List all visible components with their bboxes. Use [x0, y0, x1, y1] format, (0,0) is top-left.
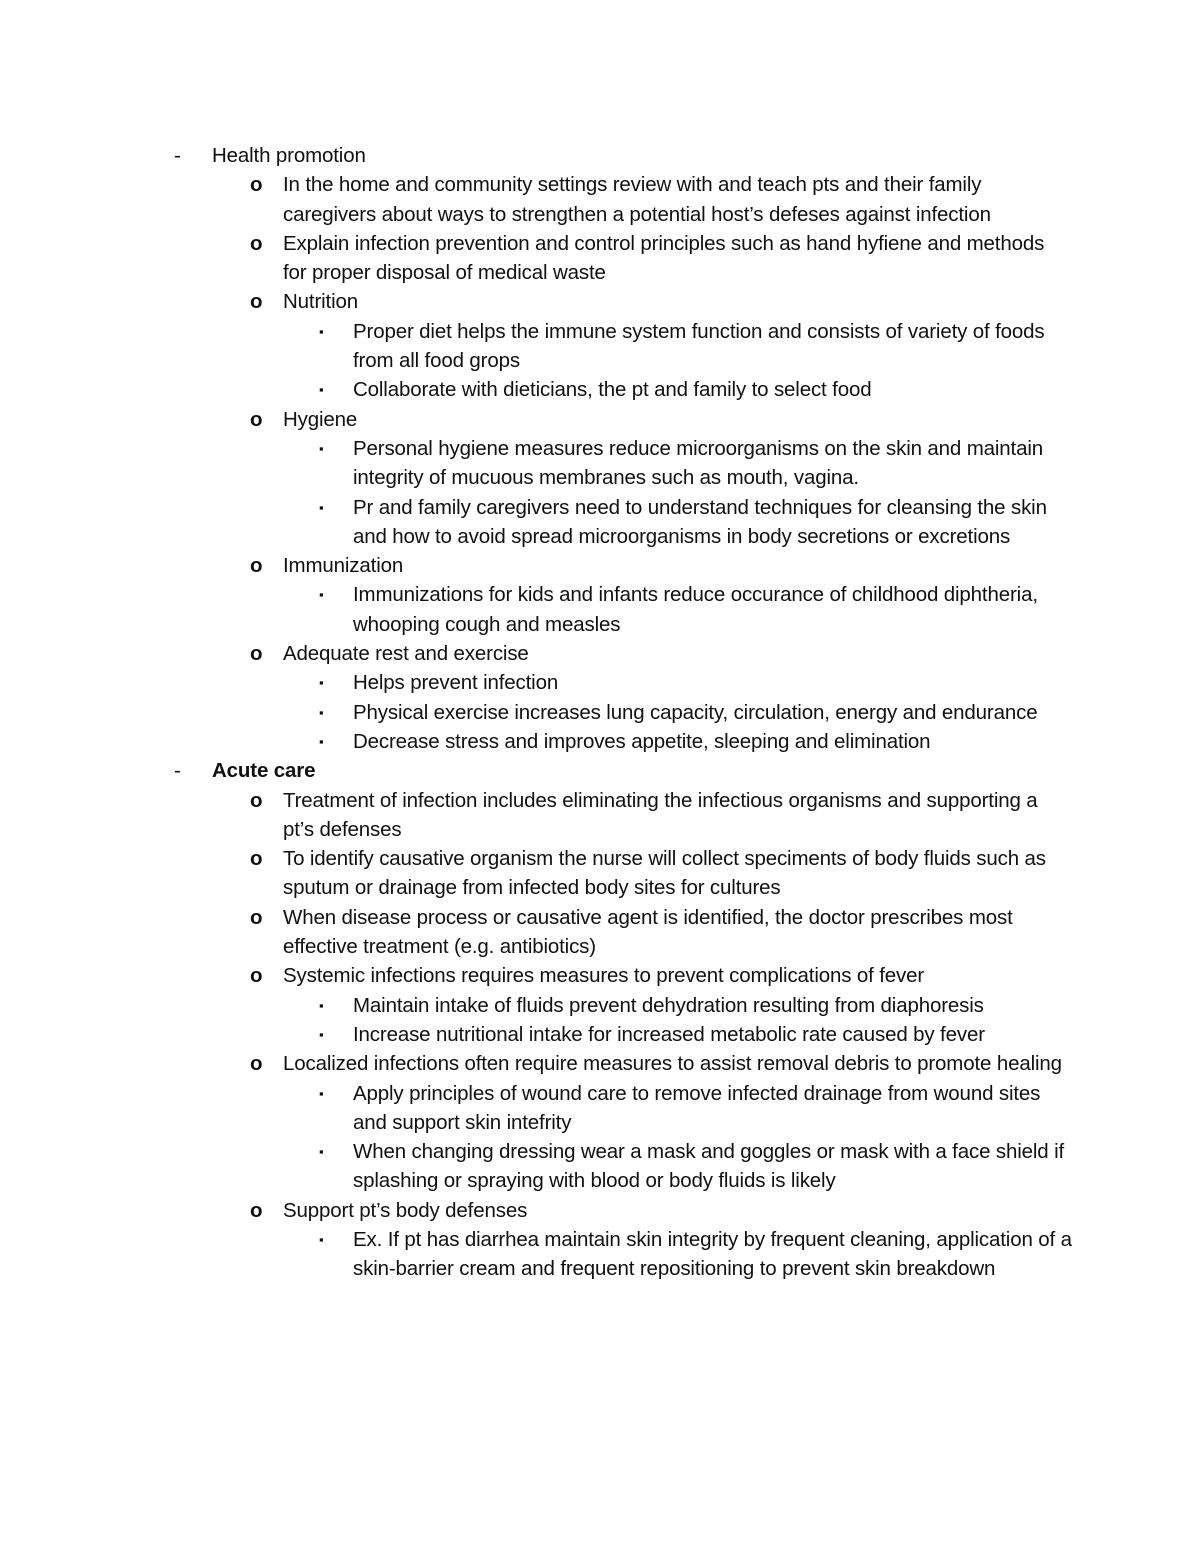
list-item-text: Adequate rest and exercise — [283, 642, 529, 666]
sub-list-item-text: Pr and family caregivers need to understand techniques for cleansing the skin and how to avoid spread microorganisms in body secretions or excretions — [353, 495, 1047, 548]
sub-list-item — [172, 1020, 1072, 1049]
circle-bullet: o — [250, 554, 263, 578]
circle-bullet: o — [250, 1052, 263, 1076]
list-item-text: Systemic infections requires measures to prevent complications of fever — [283, 964, 925, 988]
sub-list-item — [172, 580, 1072, 639]
list-item — [172, 551, 1072, 580]
dash-bullet: - — [174, 759, 181, 783]
sub-list-item — [172, 493, 1072, 552]
square-bullet: ▪ — [319, 675, 324, 691]
list-item-text: Explain infection prevention and control principles such as hand hyfiene and methods for proper disposal of medical waste — [283, 231, 1045, 285]
sub-list-item — [172, 727, 1072, 756]
circle-bullet: o — [250, 1198, 263, 1222]
sub-list-item-text: Collaborate with dieticians, the pt and family to select food — [353, 378, 872, 402]
circle-bullet: o — [250, 905, 263, 929]
section-heading-acute-care — [172, 756, 1072, 785]
list-item-text: Nutrition — [283, 290, 358, 314]
notes-body — [172, 141, 1072, 1284]
sub-list-item-text: Physical exercise increases lung capacity, circulation, energy and endurance — [353, 700, 1038, 724]
circle-bullet: o — [250, 642, 263, 666]
circle-bullet: o — [250, 964, 263, 988]
circle-bullet: o — [250, 788, 263, 812]
list-item — [172, 639, 1072, 668]
square-bullet: ▪ — [319, 733, 324, 749]
list-item — [172, 786, 1072, 845]
section-heading-health-promotion — [172, 141, 1072, 170]
square-bullet: ▪ — [319, 499, 324, 515]
sub-list-item-text: Ex. If pt has diarrhea maintain skin integrity by frequent cleaning, application of a skin-barrier cream and frequent repositioning to prevent skin breakdown — [353, 1227, 1072, 1281]
square-bullet: ▪ — [319, 997, 324, 1013]
square-bullet: ▪ — [319, 704, 324, 720]
square-bullet: ▪ — [319, 587, 324, 603]
list-item — [172, 229, 1072, 288]
list-item — [172, 405, 1072, 434]
circle-bullet: o — [250, 231, 263, 255]
list-item — [172, 287, 1072, 316]
circle-bullet: o — [250, 407, 263, 431]
dash-bullet: - — [174, 144, 181, 167]
list-item-text: Immunization — [283, 554, 404, 578]
square-bullet: ▪ — [319, 323, 324, 339]
sub-list-item — [172, 668, 1072, 697]
list-item — [172, 170, 1072, 229]
list-item-text: Support pt’s body defenses — [283, 1198, 528, 1222]
list-item-text: In the home and community settings review with and teach pts and their family caregivers about ways to strengthen a potential host’s defeses against infection — [283, 173, 991, 226]
list-item — [172, 1049, 1072, 1078]
list-item-text: Treatment of infection includes eliminating the infectious organisms and supporting a pt’s defenses — [283, 788, 1038, 841]
sub-list-item — [172, 375, 1072, 404]
sub-list-item-text: When changing dressing wear a mask and goggles or mask with a face shield if splashing or spraying with blood or body fluids is likely — [353, 1140, 1065, 1193]
sub-list-item — [172, 1079, 1072, 1138]
circle-bullet: o — [250, 290, 263, 314]
circle-bullet: o — [250, 173, 263, 197]
list-item — [172, 1196, 1072, 1225]
sub-list-item — [172, 317, 1072, 376]
list-item — [172, 903, 1072, 962]
sub-list-item — [172, 1137, 1072, 1196]
sub-list-item-text: Personal hygiene measures reduce microorganisms on the skin and maintain integrity of mucuous membranes such as mouth, vagina. — [353, 436, 1043, 490]
sub-list-item-text: Proper diet helps the immune system function and consists of variety of foods from all food grops — [353, 319, 1045, 373]
sub-list-item-text: Apply principles of wound care to remove infected drainage from wound sites and support skin intefrity — [353, 1081, 1041, 1134]
list-item-text: Localized infections often require measures to assist removal debris to promote healing — [283, 1052, 1062, 1076]
sub-list-item — [172, 1225, 1072, 1284]
sub-list-item-text: Helps prevent infection — [353, 671, 559, 695]
sub-list-item-text: Maintain intake of fluids prevent dehydration resulting from diaphoresis — [353, 993, 984, 1017]
list-item — [172, 844, 1072, 903]
square-bullet: ▪ — [319, 440, 324, 456]
section-heading-text: Health promotion — [212, 144, 366, 167]
circle-bullet: o — [250, 847, 263, 871]
list-item-text: To identify causative organism the nurse will collect speciments of body fluids such as sputum or drainage from infected body sites for cultures — [283, 847, 1046, 900]
list-item-text: When disease process or causative agent is identified, the doctor prescribes most effective treatment (e.g. antibiotics) — [283, 905, 1013, 959]
square-bullet: ▪ — [319, 382, 324, 398]
sub-list-item — [172, 434, 1072, 493]
sub-list-item-text: Immunizations for kids and infants reduce occurance of childhood diphtheria, whooping cough and measles — [353, 583, 1038, 636]
square-bullet: ▪ — [319, 1231, 324, 1247]
sub-list-item-text: Increase nutritional intake for increased metabolic rate caused by fever — [353, 1022, 985, 1046]
sub-list-item-text: Decrease stress and improves appetite, sleeping and elimination — [353, 729, 931, 753]
sub-list-item — [172, 698, 1072, 727]
square-bullet: ▪ — [319, 1026, 324, 1042]
square-bullet: ▪ — [319, 1085, 324, 1101]
list-item-text: Hygiene — [283, 407, 358, 431]
square-bullet: ▪ — [319, 1144, 324, 1160]
section-heading-text: Acute care — [212, 759, 316, 783]
list-item — [172, 961, 1072, 990]
sub-list-item — [172, 991, 1072, 1020]
